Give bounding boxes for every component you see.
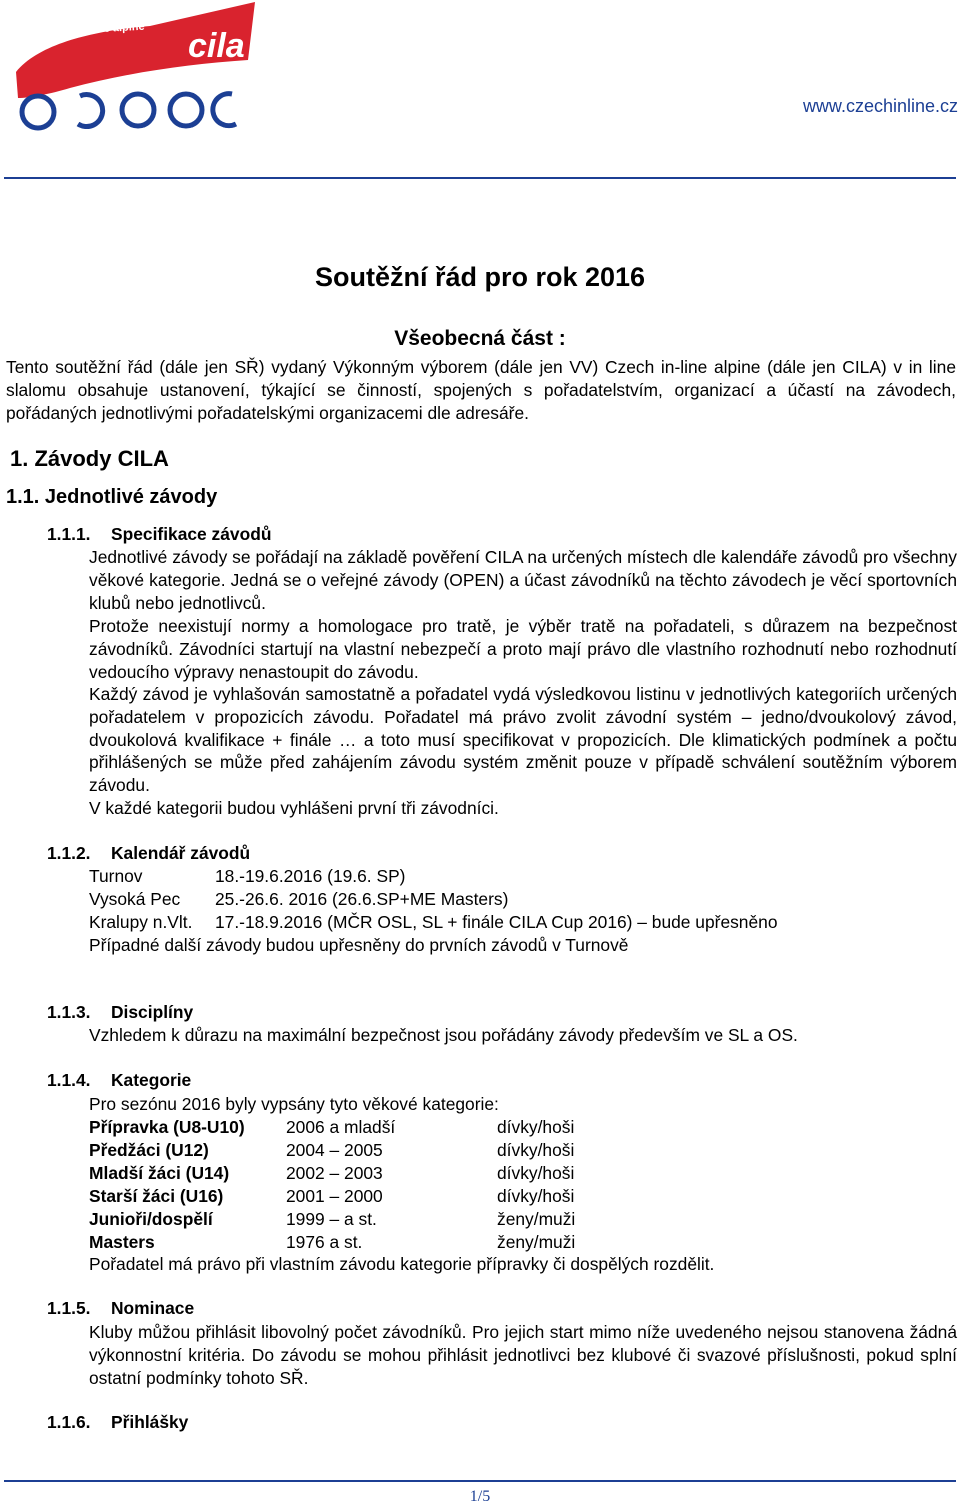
categories-intro: Pro sezónu 2016 byly vypsány tyto věkové kategorie:	[89, 1094, 499, 1114]
logo-tagline: czech in-line alpine	[43, 20, 145, 38]
category-name: Přípravka (U8-U10)	[89, 1117, 245, 1137]
category-name: Starší žáci (U16)	[89, 1186, 224, 1206]
category-gender: dívky/hoši	[497, 1163, 575, 1183]
section-1-1-3-heading	[47, 1002, 193, 1023]
category-years: 2006 a mladší	[286, 1117, 396, 1137]
category-gender: ženy/muži	[497, 1232, 576, 1252]
category-years: 1976 a st.	[286, 1232, 363, 1252]
calendar-row	[89, 911, 778, 934]
specification-paragraph-1: Jednotlivé závody se pořádají na základě pověření CILA na určených místech dle kalendáře závodů pro všechny věkové kategorie. Jedná se o veřejné závody (OPEN) a účast závodníků na těchto závodech je věcí sportovních klubů nebo jednotlivců.	[89, 547, 957, 613]
page-header	[0, 0, 960, 180]
section-1-1-2-heading	[47, 843, 250, 864]
race-date: 17.-18.9.2016 (MČR OSL, SL + finále CILA Cup 2016) – bude upřesněno	[215, 912, 778, 932]
specification-paragraph-2: Protože neexistují normy a homologace pro tratě, je výběr tratě na pořadateli, s důrazem na bezpečnost závodníků. Závodníci startují na vlastní nebezpečí a proto mají právo dle vlastního rozhodnutí nebo rozhodnutí vedoucího výpravy nenastoupit do závodu.	[89, 616, 957, 682]
category-gender: dívky/hoši	[497, 1186, 575, 1206]
category-years: 1999 – a st.	[286, 1209, 377, 1229]
section-1-1-5-heading	[47, 1298, 194, 1319]
category-gender: dívky/hoši	[497, 1140, 575, 1160]
general-heading: Všeobecná část :	[394, 327, 566, 350]
race-place: Kralupy n.Vlt.	[89, 912, 193, 932]
section-title: Disciplíny	[111, 1002, 194, 1022]
race-place: Vysoká Pec	[89, 889, 181, 909]
race-date: 25.-26.6. 2016 (26.6.SP+ME Masters)	[215, 889, 509, 909]
category-name: Mladší žáci (U14)	[89, 1163, 230, 1183]
category-years: 2001 – 2000	[286, 1186, 383, 1206]
document-title: Soutěžní řád pro rok 2016	[314, 262, 646, 292]
cila-logo	[10, 2, 265, 134]
nomination-paragraph: Kluby můžou přihlásit libovolný počet závodníků. Pro jejich start mimo níže uvedeného nejsou stanovena žádná výkonnostní kritéria. Do závodu se mohou přihlásit jednotlivci bez klubové či svazové příslušnosti, pokud splní ostatní podmínky tohoto SŘ.	[89, 1322, 957, 1388]
section-1-1-1-heading	[47, 524, 271, 545]
section-number: 1.1.1.	[47, 524, 91, 544]
section-1-1-4-heading	[47, 1070, 191, 1091]
disciplines-text: Vzhledem k důrazu na maximální bezpečnost jsou pořádány závody především ve SL a OS.	[89, 1025, 798, 1045]
calendar-note: Případné další závody budou upřesněny do prvních závodů v Turnově	[89, 935, 629, 955]
race-place: Turnov	[89, 866, 143, 886]
category-gender: ženy/muži	[497, 1209, 576, 1229]
footer-divider	[4, 1480, 956, 1482]
categories-note: Pořadatel má právo při vlastním závodu kategorie přípravky či dospělých rozdělit.	[89, 1254, 715, 1274]
section-title: Nominace	[111, 1298, 195, 1318]
header-divider	[4, 177, 956, 179]
category-name: Předžáci (U12)	[89, 1140, 209, 1160]
page-number: 1/5	[469, 1488, 491, 1505]
section-number: 1.1.5.	[47, 1298, 91, 1318]
specification-paragraph-4: V každé kategorii budou vyhlášeni první tři závodníci.	[89, 798, 499, 818]
website-link[interactable]: www.czechinline.cz	[802, 96, 958, 116]
calendar-row	[89, 888, 508, 911]
category-name: Junioři/dospělí	[89, 1209, 213, 1229]
specification-paragraph-3: Každý závod je vyhlašován samostatně a pořadatel vydá výsledkovou listinu v jednotlivých kategoriích určených pořadatelem v propozicích závodu. Pořadatel má právo zvolit závodní systém – jedno/dvoukolový závod, dvoukolová kvalifikace + finále … a toto musí specifikovat v propozicích. Dle klimatických podmínek a počtu přihlášených se může před zahájením závodu systém změnit pouze v případě schválení soutěžním výborem závodu.	[89, 684, 957, 796]
section-title: Specifikace závodů	[111, 524, 272, 544]
section-title: Kalendář závodů	[111, 843, 251, 863]
calendar-row	[89, 865, 405, 888]
section-1-1-6-heading	[47, 1412, 188, 1433]
section-title: Přihlášky	[111, 1412, 189, 1432]
category-years: 2002 – 2003	[286, 1163, 383, 1183]
race-date: 18.-19.6.2016 (19.6. SP)	[215, 866, 406, 886]
intro-paragraph: Tento soutěžní řád (dále jen SŘ) vydaný Výkonným výborem (dále jen VV) Czech in-line alpine (dále jen CILA) v in line slalomu obsahuje ustanovení, týkající se činností, spojených s pořadatelstvím, organizací a účastí na závodech, pořádaných jednotlivými pořadatelskými organizacemi dle adresáře.	[6, 357, 956, 423]
logo-mark: cila	[188, 27, 245, 65]
category-name: Masters	[89, 1232, 155, 1252]
section-number: 1.1.2.	[47, 843, 91, 863]
section-1-heading: 1. Závody CILA	[10, 446, 169, 471]
section-title: Kategorie	[111, 1070, 192, 1090]
category-gender: dívky/hoši	[497, 1117, 575, 1137]
section-number: 1.1.3.	[47, 1002, 91, 1022]
section-number: 1.1.6.	[47, 1412, 91, 1432]
section-number: 1.1.4.	[47, 1070, 91, 1090]
section-1-1-heading: 1.1. Jednotlivé závody	[6, 486, 218, 508]
category-years: 2004 – 2005	[286, 1140, 383, 1160]
